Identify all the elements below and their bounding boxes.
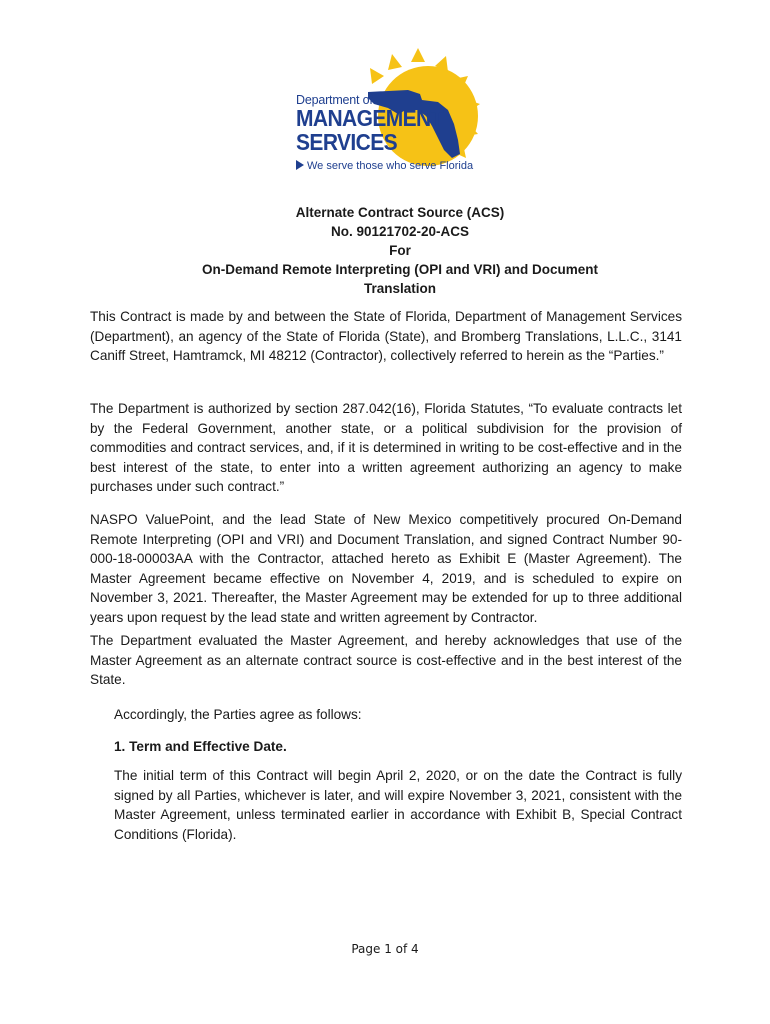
title-line-2: No. 90121702-20-ACS [330,224,470,239]
paragraph-term: The initial term of this Contract will begin April 2, 2020, or on the date the Contract is fully signed by all Parties, whichever is later, and will expire November 3, 2021, consistent with the Master Agreement, unless terminated earlier in accordance with Exhibit B, Special Contract Conditions (Florida). [114,768,682,842]
logo-line-department: Department of [296,93,373,107]
paragraph-evaluation: The Department evaluated the Master Agreement, and hereby acknowledges that use of the Master Agreement as an alternate contract source is cost-effective and in the best interest of the State. [90,633,682,688]
page-number: Page 1 of 4 [351,942,419,956]
logo-line-services: SERVICES [296,129,398,156]
paragraph-naspo: NASPO ValuePoint, and the lead State of New Mexico competitively procured On-Demand Remote Interpreting (OPI and VRI) and Document Translation, and signed Contract Number 90-000-18-00003AA with the Contractor, attached hereto as Exhibit E (Master Agreement). The Master Agreement became effective on November 4, 2019, and is scheduled to expire on November 3, 2021. Thereafter, the Master Agreement may be extended for up to three additional years upon request by the lead state and written agreement by Contractor. [90,512,682,625]
dms-logo [288,40,488,180]
title-line-5: Translation [363,281,436,296]
logo-tagline [296,160,473,172]
title-line-1: Alternate Contract Source (ACS) [295,205,505,220]
document-title [160,203,640,298]
logo-line-management: MANAGEMENT [296,105,443,132]
title-line-3: For [389,243,411,258]
logo-tagline-text: We serve those who serve Florida [307,160,474,172]
paragraph-parties: This Contract is made by and between the State of Florida, Department of Management Services (Department), an agency of the State of Florida (State), and Bromberg Translations, L.L.C., 3141 Caniff Street, Hamtramck, MI 48212 (Contractor), collectively referred to herein as the “Parties.” [90,309,682,364]
paragraph-accordingly: Accordingly, the Parties agree as follows: [114,707,362,722]
play-arrow-icon [296,160,304,170]
section-heading-term: 1. Term and Effective Date. [114,739,287,754]
title-line-4: On-Demand Remote Interpreting (OPI and VRI) and Document [201,262,599,277]
paragraph-authority: The Department is authorized by section 287.042(16), Florida Statutes, “To evaluate contracts let by the Federal Government, another state, or a political subdivision for the provision of commodities and contract services, and, if it is determined in writing to be cost-effective and in the best interest of the state, to enter into a written agreement authorizing an agency to make purchases under such contract.” [90,401,682,495]
